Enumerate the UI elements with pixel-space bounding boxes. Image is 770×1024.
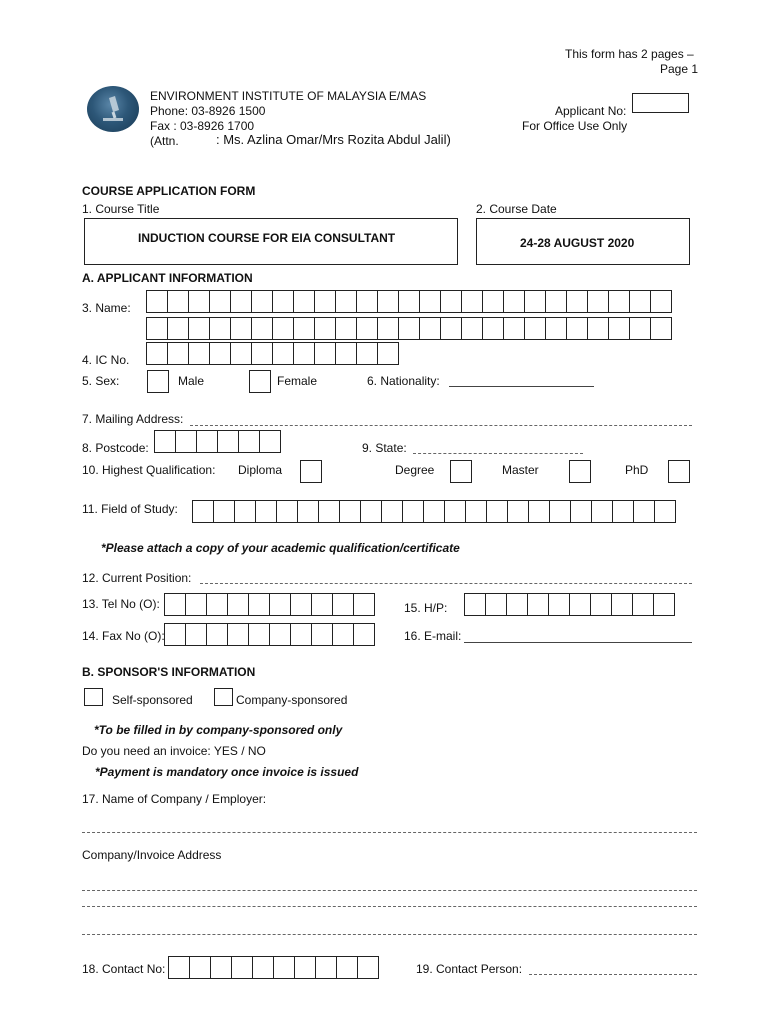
company-sponsored-label: Company-sponsored	[236, 693, 348, 707]
input-cell[interactable]	[398, 317, 420, 340]
input-cell[interactable]	[629, 317, 651, 340]
input-cell[interactable]	[545, 290, 567, 313]
nationality-label: 6. Nationality:	[367, 374, 440, 388]
input-cell[interactable]	[188, 342, 210, 365]
male-label: Male	[178, 374, 205, 388]
input-cell[interactable]	[196, 430, 218, 453]
input-cell[interactable]	[566, 290, 588, 313]
course-title-box	[84, 218, 458, 265]
input-cell[interactable]	[227, 623, 249, 646]
input-cell[interactable]	[549, 500, 571, 523]
input-cell[interactable]	[175, 430, 197, 453]
input-cell[interactable]	[587, 290, 609, 313]
input-cell[interactable]	[650, 317, 672, 340]
degree-checkbox[interactable]	[450, 460, 472, 483]
input-cell[interactable]	[314, 342, 336, 365]
input-cell[interactable]	[290, 623, 312, 646]
contact-person-line[interactable]	[529, 974, 697, 975]
hp-label: 15. H/P:	[404, 601, 448, 615]
input-cell[interactable]	[503, 290, 525, 313]
input-cell[interactable]	[294, 956, 316, 979]
input-cell[interactable]	[570, 500, 592, 523]
input-cell[interactable]	[315, 956, 337, 979]
input-cell[interactable]	[486, 500, 508, 523]
email-line[interactable]	[464, 642, 692, 643]
contact-no-boxes[interactable]	[168, 956, 378, 979]
input-cell[interactable]	[482, 317, 504, 340]
institute-fax: Fax : 03-8926 1700	[150, 119, 255, 133]
input-cell[interactable]	[272, 342, 294, 365]
input-cell[interactable]	[357, 956, 379, 979]
input-cell[interactable]	[507, 500, 529, 523]
applicant-no-box[interactable]	[632, 93, 689, 113]
tel-boxes[interactable]	[164, 593, 374, 616]
input-cell[interactable]	[650, 290, 672, 313]
input-cell[interactable]	[255, 500, 277, 523]
input-cell[interactable]	[653, 593, 675, 616]
ic-label: 4. IC No.	[82, 353, 130, 367]
attn-label: (Attn.	[150, 134, 179, 148]
input-cell[interactable]	[356, 317, 378, 340]
fax-boxes[interactable]	[164, 623, 374, 646]
tel-label: 13. Tel No (O):	[82, 597, 160, 611]
input-cell[interactable]	[146, 317, 168, 340]
input-cell[interactable]	[314, 317, 336, 340]
current-position-line[interactable]	[200, 583, 692, 584]
input-cell[interactable]	[234, 500, 256, 523]
input-cell[interactable]	[524, 290, 546, 313]
input-cell[interactable]	[506, 593, 528, 616]
hp-boxes[interactable]	[464, 593, 674, 616]
input-cell[interactable]	[168, 956, 190, 979]
section-b-heading: B. SPONSOR'S INFORMATION	[82, 665, 256, 679]
input-cell[interactable]	[189, 956, 211, 979]
input-cell[interactable]	[587, 317, 609, 340]
input-cell[interactable]	[464, 593, 486, 616]
input-cell[interactable]	[591, 500, 613, 523]
female-checkbox[interactable]	[249, 370, 271, 393]
self-sponsored-checkbox[interactable]	[84, 688, 103, 706]
input-cell[interactable]	[569, 593, 591, 616]
input-cell[interactable]	[402, 500, 424, 523]
input-cell[interactable]	[503, 317, 525, 340]
input-cell[interactable]	[461, 290, 483, 313]
input-cell[interactable]	[251, 290, 273, 313]
input-cell[interactable]	[632, 593, 654, 616]
input-cell[interactable]	[332, 623, 354, 646]
institute-name: ENVIRONMENT INSTITUTE OF MALAYSIA E/MAS	[150, 89, 427, 103]
input-cell[interactable]	[167, 342, 189, 365]
input-cell[interactable]	[608, 290, 630, 313]
input-cell[interactable]	[527, 593, 549, 616]
input-cell[interactable]	[269, 593, 291, 616]
input-cell[interactable]	[167, 290, 189, 313]
input-cell[interactable]	[566, 317, 588, 340]
input-cell[interactable]	[231, 956, 253, 979]
input-cell[interactable]	[311, 593, 333, 616]
input-cell[interactable]	[311, 623, 333, 646]
input-cell[interactable]	[524, 317, 546, 340]
postcode-boxes[interactable]	[154, 430, 280, 453]
payment-note: *Payment is mandatory once invoice is issued	[95, 765, 359, 779]
input-cell[interactable]	[185, 623, 207, 646]
input-cell[interactable]	[227, 593, 249, 616]
input-cell[interactable]	[608, 317, 630, 340]
input-cell[interactable]	[654, 500, 676, 523]
male-checkbox[interactable]	[147, 370, 169, 393]
sex-label: 5. Sex:	[82, 374, 120, 388]
female-label: Female	[277, 374, 318, 388]
institute-phone: Phone: 03-8926 1500	[150, 104, 266, 118]
company-name-label: 17. Name of Company / Employer:	[82, 792, 267, 806]
current-position-label: 12. Current Position:	[82, 571, 192, 585]
name-label: 3. Name:	[82, 301, 131, 315]
input-cell[interactable]	[154, 430, 176, 453]
input-cell[interactable]	[440, 290, 462, 313]
input-cell[interactable]	[398, 290, 420, 313]
input-cell[interactable]	[210, 956, 232, 979]
input-cell[interactable]	[611, 593, 633, 616]
input-cell[interactable]	[248, 623, 270, 646]
contact-person-label: 19. Contact Person:	[416, 962, 523, 976]
phd-checkbox[interactable]	[668, 460, 690, 483]
input-cell[interactable]	[217, 430, 239, 453]
input-cell[interactable]	[272, 290, 294, 313]
input-cell[interactable]	[335, 342, 357, 365]
input-cell[interactable]	[360, 500, 382, 523]
input-cell[interactable]	[612, 500, 634, 523]
input-cell[interactable]	[332, 593, 354, 616]
company-sponsored-checkbox[interactable]	[214, 688, 233, 706]
input-cell[interactable]	[209, 290, 231, 313]
name-boxes-row-2[interactable]	[146, 317, 671, 340]
input-cell[interactable]	[465, 500, 487, 523]
input-cell[interactable]	[629, 290, 651, 313]
company-name-line[interactable]	[82, 832, 697, 833]
invoice-question: Do you need an invoice: YES / NO	[82, 744, 266, 758]
phd-label: PhD	[625, 463, 649, 477]
page-count-note: This form has 2 pages –	[565, 47, 694, 61]
input-cell[interactable]	[206, 593, 228, 616]
page-number: Page 1	[660, 62, 699, 76]
input-cell[interactable]	[339, 500, 361, 523]
input-cell[interactable]	[185, 593, 207, 616]
company-address-label: Company/Invoice Address	[82, 848, 222, 862]
fax-label: 14. Fax No (O):	[82, 629, 165, 643]
input-cell[interactable]	[377, 317, 399, 340]
input-cell[interactable]	[377, 342, 399, 365]
input-cell[interactable]	[272, 317, 294, 340]
input-cell[interactable]	[528, 500, 550, 523]
qualification-label: 10. Highest Qualification:	[82, 463, 216, 477]
input-cell[interactable]	[230, 290, 252, 313]
input-cell[interactable]	[419, 317, 441, 340]
form-title: COURSE APPLICATION FORM	[82, 184, 256, 198]
ic-boxes[interactable]	[146, 342, 398, 365]
input-cell[interactable]	[444, 500, 466, 523]
input-cell[interactable]	[353, 593, 375, 616]
input-cell[interactable]	[335, 290, 357, 313]
postcode-label: 8. Postcode:	[82, 441, 149, 455]
input-cell[interactable]	[252, 956, 274, 979]
company-address-line-2[interactable]	[82, 906, 697, 907]
input-cell[interactable]	[192, 500, 214, 523]
mailing-address-line[interactable]	[190, 425, 692, 426]
master-checkbox[interactable]	[569, 460, 591, 483]
field-of-study-boxes[interactable]	[192, 500, 675, 523]
name-boxes-row-1[interactable]	[146, 290, 671, 313]
input-cell[interactable]	[269, 623, 291, 646]
input-cell[interactable]	[482, 290, 504, 313]
input-cell[interactable]	[259, 430, 281, 453]
input-cell[interactable]	[209, 342, 231, 365]
input-cell[interactable]	[314, 290, 336, 313]
institute-logo	[87, 86, 139, 132]
input-cell[interactable]	[293, 317, 315, 340]
input-cell[interactable]	[377, 290, 399, 313]
input-cell[interactable]	[381, 500, 403, 523]
company-only-note: *To be filled in by company-sponsored only	[94, 723, 343, 737]
input-cell[interactable]	[238, 430, 260, 453]
course-title-value: INDUCTION COURSE FOR EIA CONSULTANT	[138, 231, 396, 245]
input-cell[interactable]	[293, 342, 315, 365]
diploma-label: Diploma	[238, 463, 283, 477]
input-cell[interactable]	[356, 342, 378, 365]
state-label: 9. State:	[362, 441, 407, 455]
company-address-line-3[interactable]	[82, 934, 697, 935]
input-cell[interactable]	[188, 290, 210, 313]
applicant-no-label: Applicant No:	[555, 104, 627, 118]
course-date-value: 24-28 AUGUST 2020	[520, 236, 635, 250]
input-cell[interactable]	[251, 342, 273, 365]
input-cell[interactable]	[188, 317, 210, 340]
input-cell[interactable]	[297, 500, 319, 523]
input-cell[interactable]	[336, 956, 358, 979]
input-cell[interactable]	[335, 317, 357, 340]
input-cell[interactable]	[146, 290, 168, 313]
course-date-box	[476, 218, 690, 265]
course-title-label: 1. Course Title	[82, 202, 160, 216]
nationality-line[interactable]	[449, 386, 594, 387]
input-cell[interactable]	[164, 593, 186, 616]
input-cell[interactable]	[440, 317, 462, 340]
mailing-address-label: 7. Mailing Address:	[82, 412, 184, 426]
input-cell[interactable]	[206, 623, 228, 646]
company-address-line-1[interactable]	[82, 890, 697, 891]
input-cell[interactable]	[167, 317, 189, 340]
input-cell[interactable]	[213, 500, 235, 523]
email-label: 16. E-mail:	[404, 629, 462, 643]
diploma-checkbox[interactable]	[300, 460, 322, 483]
field-of-study-label: 11. Field of Study:	[82, 502, 178, 516]
input-cell[interactable]	[248, 593, 270, 616]
input-cell[interactable]	[290, 593, 312, 616]
contact-no-label: 18. Contact No:	[82, 962, 166, 976]
input-cell[interactable]	[318, 500, 340, 523]
input-cell[interactable]	[273, 956, 295, 979]
degree-label: Degree	[395, 463, 435, 477]
input-cell[interactable]	[276, 500, 298, 523]
input-cell[interactable]	[209, 317, 231, 340]
input-cell[interactable]	[590, 593, 612, 616]
microscope-icon	[87, 86, 139, 132]
course-date-label: 2. Course Date	[476, 202, 557, 216]
attach-note: *Please attach a copy of your academic qualification/certificate	[101, 541, 460, 555]
input-cell[interactable]	[230, 342, 252, 365]
input-cell[interactable]	[293, 290, 315, 313]
attn-value: : Ms. Azlina Omar/Mrs Rozita Abdul Jalil)	[216, 132, 451, 147]
master-label: Master	[502, 463, 539, 477]
input-cell[interactable]	[146, 342, 168, 365]
office-use-label: For Office Use Only	[522, 119, 628, 133]
input-cell[interactable]	[545, 317, 567, 340]
input-cell[interactable]	[230, 317, 252, 340]
input-cell[interactable]	[423, 500, 445, 523]
input-cell[interactable]	[461, 317, 483, 340]
input-cell[interactable]	[419, 290, 441, 313]
input-cell[interactable]	[164, 623, 186, 646]
input-cell[interactable]	[485, 593, 507, 616]
self-sponsored-label: Self-sponsored	[112, 693, 193, 707]
input-cell[interactable]	[633, 500, 655, 523]
section-a-heading: A. APPLICANT INFORMATION	[82, 271, 253, 285]
input-cell[interactable]	[356, 290, 378, 313]
input-cell[interactable]	[548, 593, 570, 616]
input-cell[interactable]	[251, 317, 273, 340]
state-line[interactable]	[413, 453, 583, 454]
input-cell[interactable]	[353, 623, 375, 646]
